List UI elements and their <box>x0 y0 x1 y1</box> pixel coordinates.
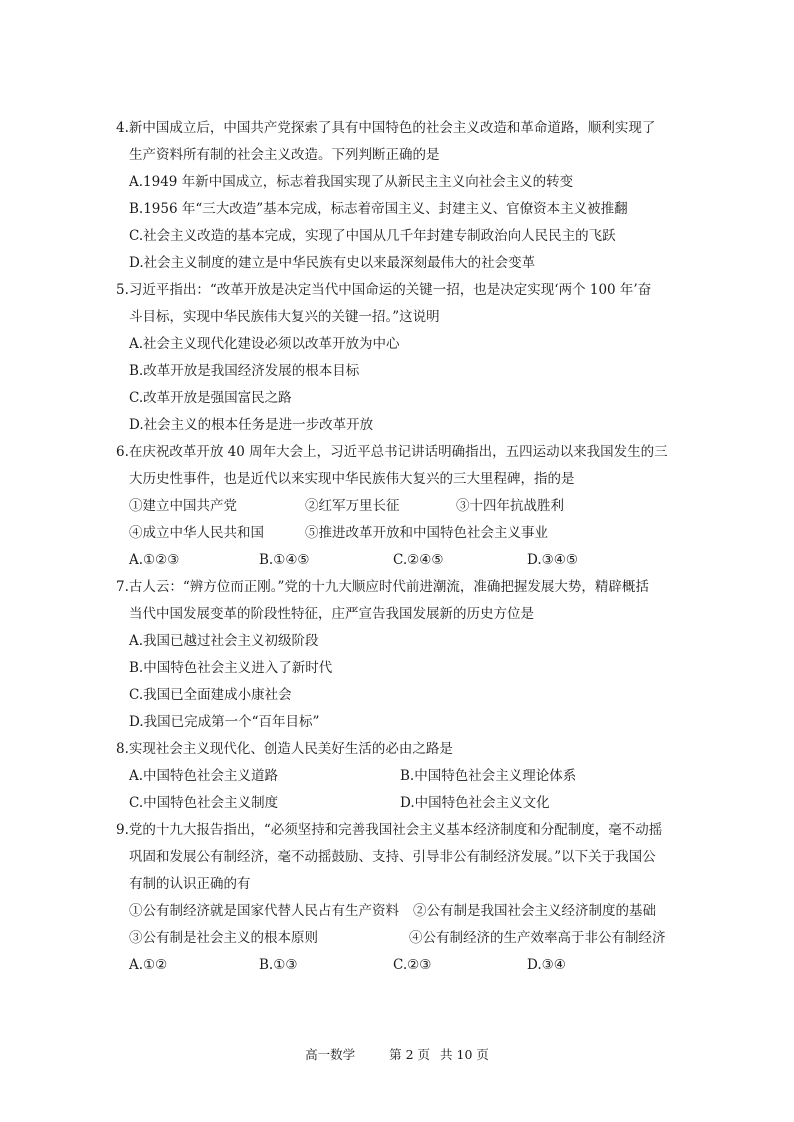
question-stem-line: 生产资料所有制的社会主义改造。下列判断正确的是 <box>129 147 440 163</box>
option-b: B.①④⑤ <box>259 552 310 568</box>
option-c: C.中国特色社会主义制度 <box>129 795 279 811</box>
question-stem-line: 5.习近平指出：“改革开放是决定当代中国命运的关键一招，也是决定实现‘两个 100 年’奋 <box>116 282 652 298</box>
footer-total-pages: 共 10 页 <box>440 1047 489 1062</box>
option-d: D.我国已完成第一个“百年目标” <box>129 714 320 730</box>
statement-item: ⑤推进改革开放和中国特色社会主义事业 <box>305 525 548 541</box>
statement-item: ③十四年抗战胜利 <box>456 498 564 514</box>
option-c: C.②③ <box>393 957 432 973</box>
option-a: A.中国特色社会主义道路 <box>129 768 279 784</box>
question-stem-line: 9.党的十九大报告指出，“必须坚持和完善我国社会主义基本经济制度和分配制度，毫不动摇 <box>116 822 663 838</box>
option-b: B.①③ <box>259 957 298 973</box>
option-c: C.我国已全面建成小康社会 <box>129 687 292 703</box>
option-a: A.①② <box>129 957 168 973</box>
question-stem-line: 6.在庆祝改革开放 40 周年大会上，习近平总书记讲话明确指出，五四运动以来我国发生的三 <box>116 444 668 460</box>
statement-item: ①公有制经济就是国家代替人民占有生产资料 <box>129 903 399 919</box>
option-d: D.中国特色社会主义文化 <box>400 795 550 811</box>
footer-page-number: 第 2 页 <box>389 1047 431 1062</box>
option-a: A.我国已越过社会主义初级阶段 <box>129 633 319 649</box>
statement-item: ①建立中国共产党 <box>129 498 237 514</box>
option-a: A.①②③ <box>129 552 180 568</box>
option-c: C.②④⑤ <box>393 552 444 568</box>
statement-item: ②公有制是我国社会主义经济制度的基础 <box>413 903 656 919</box>
statement-item: ②红军万里长征 <box>305 498 400 514</box>
option-a: A.1949 年新中国成立，标志着我国实现了从新民主主义向社会主义的转变 <box>129 174 574 190</box>
question-stem-line: 4.新中国成立后，中国共产党探索了具有中国特色的社会主义改造和革命道路，顺利实现了 <box>116 120 656 136</box>
question-stem-line: 有制的认识正确的有 <box>129 876 251 892</box>
option-a: A.社会主义现代化建设必须以改革开放为中心 <box>129 336 400 352</box>
option-d: D.社会主义制度的建立是中华民族有史以来最深刻最伟大的社会变革 <box>129 255 536 271</box>
option-d: D.社会主义的根本任务是进一步改革开放 <box>129 417 374 433</box>
option-b: B.中国特色社会主义理论体系 <box>400 768 577 784</box>
option-b: B.1956 年“三大改造”基本完成，标志着帝国主义、封建主义、官僚资本主义被推翻 <box>129 201 628 217</box>
page-footer <box>0 1045 794 1063</box>
question-stem-line: 大历史性事件，也是近代以来实现中华民族伟大复兴的三大里程碑，指的是 <box>129 471 575 487</box>
statement-item: ④成立中华人民共和国 <box>129 525 264 541</box>
statement-item: ④公有制经济的生产效率高于非公有制经济 <box>409 930 666 946</box>
question-stem-line: 巩固和发展公有制经济，毫不动摇鼓励、支持、引导非公有制经济发展。”以下关于我国公 <box>129 849 656 865</box>
footer-subject: 高一数学 <box>305 1047 356 1062</box>
option-c: C.改革开放是强国富民之路 <box>129 390 292 406</box>
option-c: C.社会主义改造的基本完成，实现了中国从几千年封建专制政治向人民民主的飞跃 <box>129 228 616 244</box>
option-b: B.改革开放是我国经济发展的根本目标 <box>129 363 360 379</box>
question-stem-line: 斗目标，实现中华民族伟大复兴的关键一招。”这说明 <box>129 309 440 325</box>
statement-item: ③公有制是社会主义的根本原则 <box>129 930 318 946</box>
option-d: D.③④⑤ <box>527 552 578 568</box>
question-stem-line: 7.古人云：“辨方位而正刚。”党的十九大顺应时代前进潮流，准确把握发展大势，精辟概括 <box>116 579 649 595</box>
question-stem-line: 当代中国发展变革的阶段性特征，庄严宣告我国发展新的历史方位是 <box>129 606 534 622</box>
option-d: D.③④ <box>527 957 566 973</box>
option-b: B.中国特色社会主义进入了新时代 <box>129 660 333 676</box>
question-stem-line: 8.实现社会主义现代化、创造人民美好生活的必由之路是 <box>116 741 453 757</box>
